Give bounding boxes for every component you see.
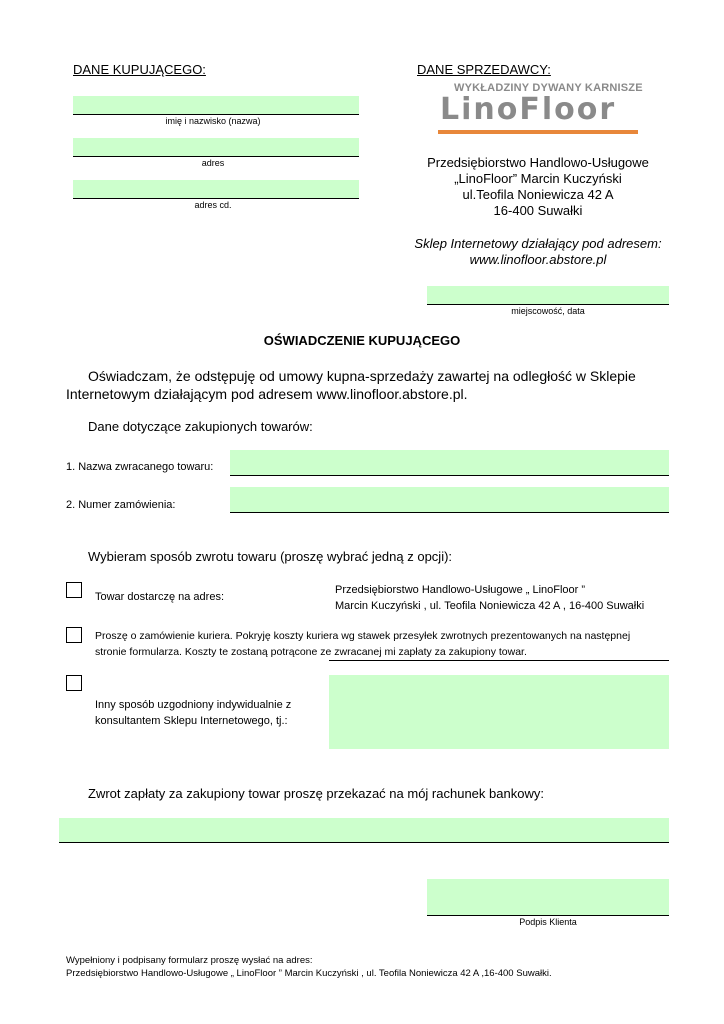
logo-tagline: WYKŁADZINY DYWANY KARNISZE	[454, 82, 643, 94]
buyer-address2-label: adres cd.	[194, 200, 232, 210]
statement-line1: Oświadczam, że odstępuję od umowy kupna-sprzedaży zawartej na odległość w Sklepie	[88, 368, 636, 384]
item-name-label: 1. Nazwa zwracanego towaru:	[66, 461, 214, 473]
signature-label: Podpis Klienta	[519, 917, 577, 927]
logo-text: LinoFloor	[440, 92, 617, 127]
divider	[427, 915, 669, 916]
divider	[230, 512, 669, 513]
option3-line2: konsultantem Sklepu Internetowego, tj.:	[95, 715, 288, 727]
bank-account-input[interactable]	[59, 818, 669, 842]
seller-company-line2: „LinoFloor” Marcin Kuczyński	[454, 171, 622, 186]
statement-line2: Internetowym działającym pod adresem www.linofloor.abstore.pl.	[66, 386, 468, 402]
option3-details-input[interactable]	[329, 675, 669, 749]
divider	[73, 114, 359, 115]
goods-heading: Dane dotyczące zakupionych towarów:	[88, 419, 313, 434]
option1-address-line2: Marcin Kuczyński , ul. Teofila Noniewicza 42 A , 16-400 Suwałki	[335, 600, 645, 612]
divider	[73, 198, 359, 199]
seller-company-line1: Przedsiębiorstwo Handlowo-Usługowe	[427, 155, 649, 170]
footer	[66, 954, 552, 980]
refund-heading: Zwrot zapłaty za zakupiony towar proszę przekazać na mój rachunek bankowy:	[88, 786, 544, 801]
buyer-address-input[interactable]	[73, 138, 359, 156]
seller-shop-line1: Sklep Internetowy działający pod adresem:	[414, 236, 662, 251]
order-number-input[interactable]	[230, 487, 669, 512]
seller-shop	[400, 236, 676, 268]
seller-company-line3: ul.Teofila Noniewicza 42 A	[462, 187, 614, 202]
option3-text	[95, 697, 291, 729]
seller-shop-line2: www.linofloor.abstore.pl	[469, 252, 607, 267]
buyer-address2-input[interactable]	[73, 180, 359, 198]
page-title: OŚWIADCZENIE KUPUJĄCEGO	[263, 333, 461, 348]
option1-address-line1: Przedsiębiorstwo Handlowo-Usługowe „ LinoFloor ”	[335, 584, 586, 596]
signature-input[interactable]	[427, 879, 669, 915]
divider	[230, 475, 669, 476]
option3-checkbox[interactable]	[66, 675, 82, 691]
seller-company-line4: 16-400 Suwałki	[493, 203, 583, 218]
buyer-name-input[interactable]	[73, 96, 359, 114]
seller-heading: DANE SPRZEDAWCY:	[417, 62, 551, 77]
option1-label: Towar dostarczę na adres:	[95, 591, 225, 603]
place-date-input[interactable]	[427, 286, 669, 304]
footer-line1: Wypełniony i podpisany formularz proszę wysłać na adres:	[66, 955, 313, 966]
option3-line1: Inny sposób uzgodniony indywidualnie z	[95, 699, 292, 711]
buyer-name-label: imię i nazwisko (nazwa)	[165, 116, 261, 126]
divider	[329, 660, 669, 661]
place-date-label: miejscowość, data	[511, 306, 585, 316]
divider	[427, 304, 669, 305]
statement	[66, 367, 676, 403]
option2-line2: stronie formularza. Koszty te zostaną potrącone ze zwracanej mi zapłaty za zakupiony towar.	[95, 646, 527, 658]
item-name-input[interactable]	[230, 450, 669, 475]
option1-address	[335, 582, 644, 614]
logo-underline	[438, 130, 638, 134]
buyer-address-label: adres	[201, 158, 225, 168]
option2-text	[95, 628, 630, 660]
option2-checkbox[interactable]	[66, 627, 82, 643]
divider	[59, 842, 669, 843]
footer-line2: Przedsiębiorstwo Handlowo-Usługowe „ LinoFloor ” Marcin Kuczyński , ul. Teofila Noniewicza 42 A ,16-400 Suwałki.	[66, 968, 552, 979]
option2-line1: Proszę o zamówienie kuriera. Pokryję koszty kuriera wg stawek przesyłek zwrotnych prezentowanych na następnej	[95, 630, 631, 642]
option1-checkbox[interactable]	[66, 582, 82, 598]
return-heading: Wybieram sposób zwrotu towaru (proszę wybrać jedną z opcji):	[88, 549, 453, 564]
linofloor-logo	[436, 80, 642, 140]
order-number-label: 2. Numer zamówienia:	[66, 499, 176, 511]
seller-company	[400, 155, 676, 219]
divider	[73, 156, 359, 157]
buyer-heading: DANE KUPUJĄCEGO:	[73, 62, 206, 77]
